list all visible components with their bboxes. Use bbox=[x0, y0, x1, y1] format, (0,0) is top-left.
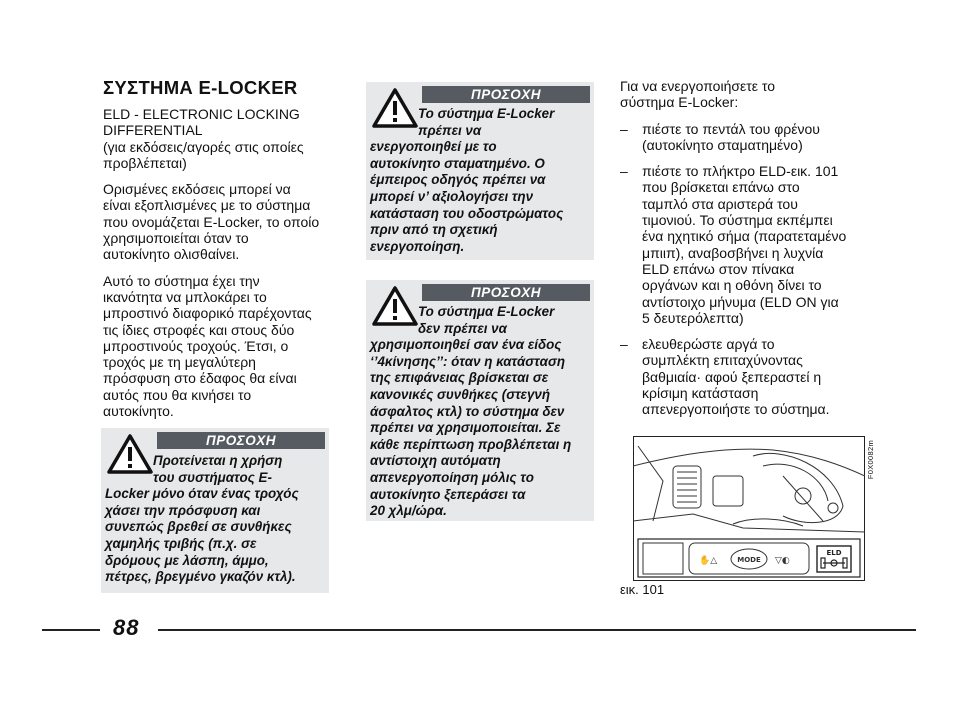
warning-box-4wd bbox=[366, 280, 594, 521]
mode-button-label: MODE bbox=[737, 556, 761, 564]
paragraph-versions: Ορισμένες εκδόσεις μπορεί να είναι εξοπλισμένες με το σύστημα που ονομάζεται E-Locker, το οποίο χρησιμοποιείται όταν το αυτοκίνητο ολισθαίνει. bbox=[103, 181, 320, 263]
section-title: ΣΥΣΤΗΜΑ E-LOCKER bbox=[103, 77, 298, 98]
column-3 bbox=[620, 78, 860, 428]
eld-button-label: ELD bbox=[826, 549, 842, 557]
page-number: 88 bbox=[113, 615, 140, 640]
footer-rule-left bbox=[42, 629, 100, 631]
traction-icon: ▽◐ bbox=[775, 556, 790, 566]
warning-text: Το σύστημα E-Locker πρέπει να ενεργοποιηθεί με το αυτοκίνητο σταματημένο. Ο έμπειρος οδηγός πρέπει να μπορεί ν’ αξιολογήσει την κατάσταση του οδοστρώματος πριν από τη σχετική ενεργοποίηση. bbox=[370, 106, 564, 254]
hill-descent-icon: ✋△ bbox=[699, 556, 718, 566]
step-item: – πιέστε το πλήκτρο ELD-εικ. 101 που βρίσκεται επάνω στο ταμπλό στα αριστερά του τιμονιού. Το σύστημα εκπέμπει ένα ηχητικό σήμα (παρατεταμένο μπιιπ), αναβοσβήνει η λυχνία ELD επάνω στον πίνακα οργάνων και η οθόνη δίνει το αντίστοιχο μήνυμα (ELD ON για 5 δευτερόλεπτα) bbox=[620, 163, 847, 326]
figure-caption: εικ. 101 bbox=[620, 582, 665, 597]
figure-code: F0X0082m bbox=[866, 440, 875, 480]
footer-rule-right bbox=[158, 629, 916, 631]
warning-box-activation bbox=[366, 82, 594, 260]
warning-text: Προτείνεται η χρήση του συστήματος E- Locker μόνο όταν ένας τροχός χάσει την πρόσφυση και συνεπώς βρεθεί σε συνθήκες χαμηλής τριβής (π.χ. σε δρόμους με λάσπη, άμμο, πέτρες, βρεγμένο γκαζόν κτλ). bbox=[105, 453, 299, 585]
step-item: – ελευθερώστε αργά το συμπλέκτη επιταχύνοντας βαθμιαία· αφού ξεπεραστεί η κρίσιμη κατάσταση απενεργοποιήστε το σύστημα. bbox=[620, 336, 830, 418]
dashboard-eld-figure bbox=[633, 436, 865, 581]
axle-lock-icon bbox=[821, 558, 847, 568]
paragraph-eld: ELD - ELECTRONIC LOCKING DIFFERENTIAL (για εκδόσεις/αγορές στις οποίες προβλέπεται) bbox=[103, 106, 304, 171]
warning-box-usage bbox=[101, 428, 329, 593]
column-1 bbox=[103, 78, 335, 429]
step-item: – πιέστε το πεντάλ του φρένου (αυτοκίνητο σταματημένο) bbox=[620, 120, 820, 153]
paragraph-function: Αυτό το σύστημα έχει την ικανότητα να μπλοκάρει το μπροστινό διαφορικό παρέχοντας τις ίδιες στροφές και στους δύο μπροστινούς τροχούς. Έτσι, ο τροχός με τη μεγαλύτερη πρόσφυση στο έδαφος θα είναι αυτός που θα κινήσει το αυτοκίνητο. bbox=[103, 272, 312, 420]
warning-text: Το σύστημα E-Locker δεν πρέπει να χρησιμοποιηθεί σαν ένα είδος ‘’4κίνησης’’: όταν η κατάσταση της επιφάνειας βρίσκεται σε κανονικές συνθήκες (στεγνή άσφαλτος κτλ) το σύστημα δεν πρέπει να χρησιμοποιείται. Σε κάθε περίπτωση προβλέπεται η αντίστοιχη αυτόματη απενεργοποίηση μόλις το αυτοκίνητο ξεπεράσει τα 20 χλμ/ώρα. bbox=[370, 304, 572, 519]
intro-text: Για να ενεργοποιήσετε το σύστημα E-Locker: bbox=[620, 78, 776, 111]
warning-header: ΠΡΟΣΟΧΗ bbox=[157, 432, 325, 449]
warning-header: ΠΡΟΣΟΧΗ bbox=[422, 86, 590, 103]
warning-header: ΠΡΟΣΟΧΗ bbox=[422, 284, 590, 301]
